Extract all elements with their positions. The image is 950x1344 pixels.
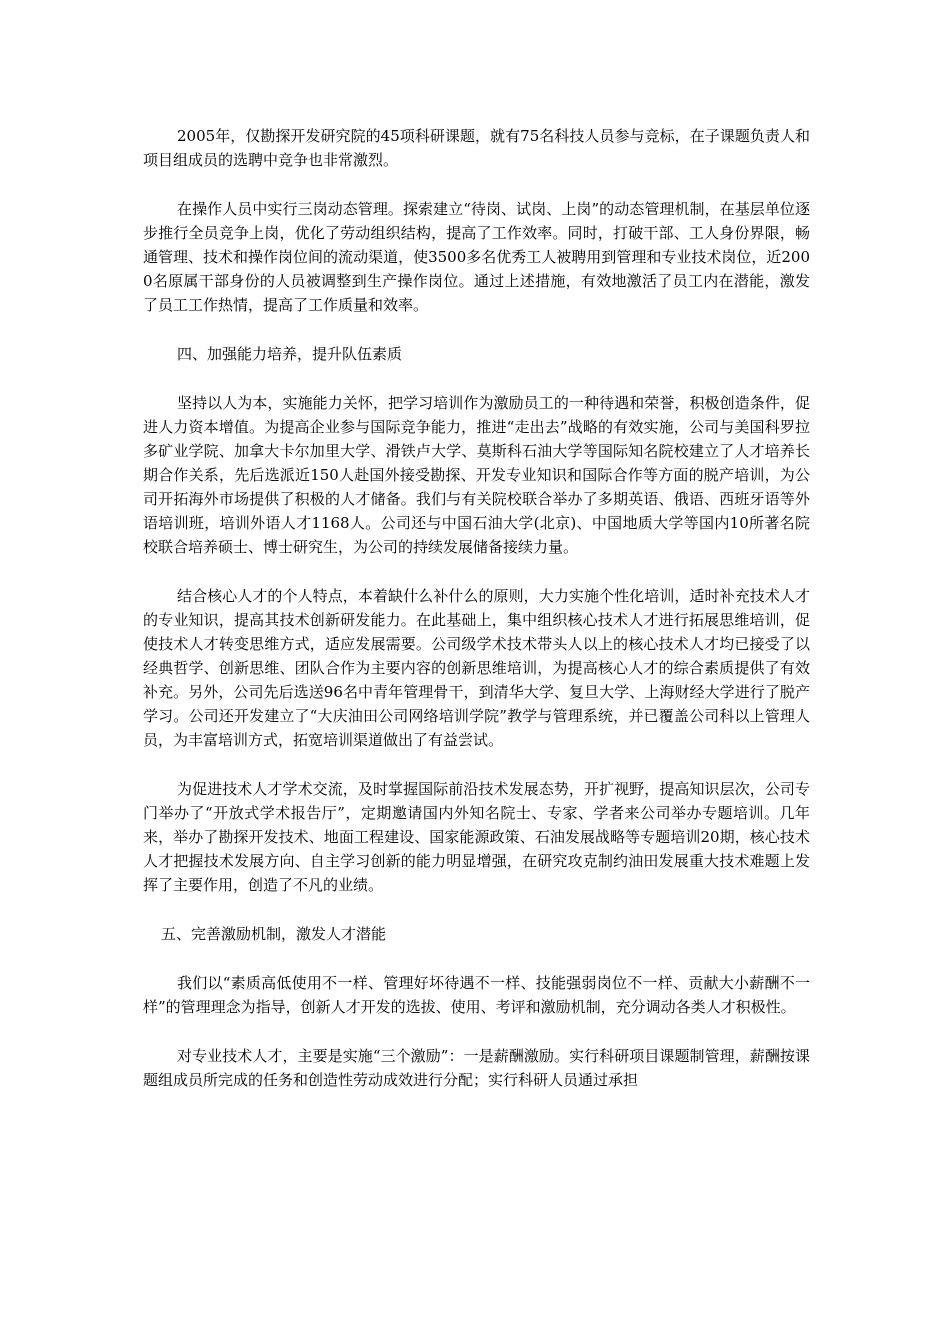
paragraph: 2005年，仅勘探开发研究院的45项科研课题，就有75名科技人员参与竞标，在子课题负责人和项目组成员的选聘中竞争也非常激烈。 (143, 127, 810, 169)
section-heading: 五、完善激励机制，激发人才潜能 (161, 925, 387, 943)
paragraph: 我们以“素质高低使用不一样、管理好坏待遇不一样、技能强弱岗位不一样、贡献大小薪酬不一样”的管理理念为指导，创新人才开发的选拔、使用、考评和激励机制，充分调动各类人才积极性。 (143, 974, 810, 1016)
section-heading: 四、加强能力培养，提升队伍素质 (177, 345, 403, 363)
paragraph: 坚持以人为本，实施能力关怀，把学习培训作为激励员工的一种待遇和荣誉，积极创造条件，促进人力资本增值。为提高企业参与国际竞争能力，推进“走出去”战略的有效实施，公司与美国科罗拉多矿业学院、加拿大卡尔加里大学、滑铁卢大学、莫斯科石油大学等国际知名院校建立了人才培养长期合作关系，先后选派近150人赴国外接受勘探、开发专业知识和国际合作等方面的脱产培训，为公司开拓海外市场提供了积极的人才储备。我们与有关院校联合举办了多期英语、俄语、西班牙语等外语培训班，培训外语人才1168人。公司还与中国石油大学(北京)、中国地质大学等国内10所著名院校联合培养硕士、博士研究生，为公司的持续发展储备接续力量。 (143, 394, 810, 556)
paragraph: 为促进技术人才学术交流，及时掌握国际前沿技术发展态势，开扩视野，提高知识层次，公司专门举办了“开放式学术报告厅”，定期邀请国内外知名院士、专家、学者来公司举办专题培训。几年来，举办了勘探开发技术、地面工程建设、国家能源政策、石油发展战略等专题培训20期，核心技术人才把握技术发展方向、自主学习创新的能力明显增强，在研究攻克制约油田发展重大技术难题上发挥了主要作用，创造了不凡的业绩。 (143, 780, 810, 894)
paragraph: 结合核心人才的个人特点，本着缺什么补什么的原则，大力实施个性化培训，适时补充技术人才的专业知识，提高其技术创新研发能力。在此基础上，集中组织核心技术人才进行拓展思维培训，促使技术人才转变思维方式，适应发展需要。公司级学术技术带头人以上的核心技术人才均已接受了以经典哲学、创新思维、团队合作为主要内容的创新思维培训，为提高核心人才的综合素质提供了有效补充。另外，公司先后选送96名中青年管理骨干，到清华大学、复旦大学、上海财经大学进行了脱产学习。公司还开发建立了“大庆油田公司网络培训学院”教学与管理系统，并已覆盖公司科以上管理人员，为丰富培训方式，拓宽培训渠道做出了有益尝试。 (143, 587, 810, 749)
paragraph: 在操作人员中实行三岗动态管理。探索建立“待岗、试岗、上岗”的动态管理机制，在基层单位逐步推行全员竞争上岗，优化了劳动组织结构，提高了工作效率。同时，打破干部、工人身份界限，畅通管理、技术和操作岗位间的流动渠道，使3500多名优秀工人被聘用到管理和专业技术岗位，近2000名原属干部身份的人员被调整到生产操作岗位。通过上述措施，有效地激活了员工内在潜能，激发了员工工作热情，提高了工作质量和效率。 (143, 200, 810, 314)
paragraph: 对专业技术人才，主要是实施“三个激励”：一是薪酬激励。实行科研项目课题制管理，薪酬按课题组成员所完成的任务和创造性劳动成效进行分配；实行科研人员通过承担 (143, 1047, 810, 1089)
